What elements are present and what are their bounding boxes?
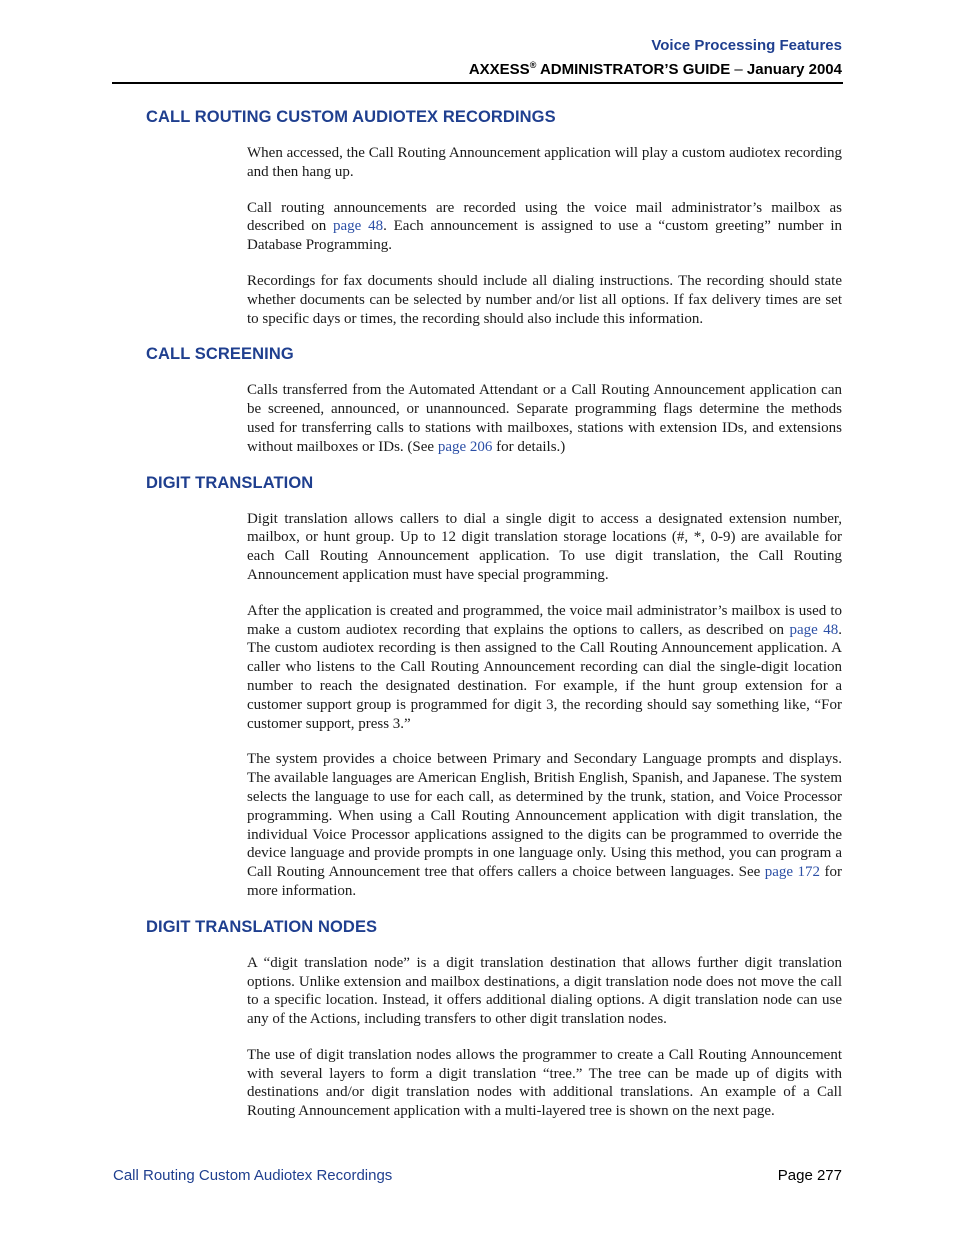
page-172-link[interactable]: page 172 bbox=[764, 864, 821, 881]
guide-title: ADMINISTRATOR’S GUIDE bbox=[536, 61, 731, 78]
registered-mark: ® bbox=[529, 60, 537, 70]
section-heading: DIGIT TRANSLATION bbox=[146, 473, 314, 492]
page-206-link[interactable]: page 206 bbox=[437, 438, 493, 455]
guide-brand: AXXESS bbox=[468, 61, 530, 78]
footer-section-name: Call Routing Custom Audiotex Recordings bbox=[113, 1167, 393, 1184]
guide-dash: – bbox=[730, 61, 747, 78]
paragraph: Recordings for fax documents should include all dialing instructions. The recording should state whether documents can be selected by number and/or list all options. If fax delivery times are set to specific days or times, the recording should also include this information. bbox=[247, 272, 842, 327]
paragraph: The use of digit translation nodes allows the programmer to create a Call Routing Announcement with several layers to form a digit translation “tree.” The tree can be made up of digits with destinations and/or digit translation nodes with additional translations. An example of a Call Routing Announcement application with a multi-layered tree is shown on the next page. bbox=[247, 1046, 842, 1120]
page-content bbox=[146, 107, 842, 1137]
paragraph: Digit translation allows callers to dial a single digit to access a designated extension number, mailbox, or hunt group. Up to 12 digit translation storage locations (#, *, 0-9) are available for each Call Routing Announcement application. To use digit translation, the Call Routing Announcement application must have special programming. bbox=[247, 510, 842, 583]
paragraph: A “digit translation node” is a digit translation destination that allows further digit translation options. Unlike extension and mailbox destinations, a digit translation node does not move the call to a specific location. Instead, it offers additional dialing options. A digit translation node can use any of the Actions, including transfers to other digit translation nodes. bbox=[247, 954, 842, 1028]
paragraph: The system provides a choice between Primary and Secondary Language prompts and displays. The available languages are American English, British English, Spanish, and Japanese. The system selects the language to use for each call, as determined by the trunk, station, and Voice Processor programming. When using a Call Routing Announcement application with digit translation, the individual Voice Processor applications assigned to the digits can be programmed to override the device language and provide prompts in one language only. Using this method, you can program a Call Routing Announcement tree that offers callers a choice between languages. See page 172 for more information. bbox=[247, 751, 842, 899]
header-rule bbox=[112, 82, 843, 84]
guide-date: January 2004 bbox=[746, 61, 842, 78]
paragraph: When accessed, the Call Routing Announcement application will play a custom audiotex recording and then hang up. bbox=[247, 145, 842, 180]
page-48-link[interactable]: page 48 bbox=[789, 621, 839, 638]
page-48-link[interactable]: page 48 bbox=[333, 218, 384, 235]
section-heading: CALL SCREENING bbox=[146, 345, 294, 364]
paragraph: After the application is created and programmed, the voice mail administrator’s mailbox is used to make a custom audiotex recording that explains the options to callers, as described on page 48. The custom audiotex recording is then assigned to the Call Routing Announcement application. A caller who listens to the Call Routing Announcement recording can dial the single-digit location number to reach the designated destination. For example, if the hunt group extension for a customer support group is programmed for digit 3, the recording should say something like, “For customer support, press 3.” bbox=[247, 602, 842, 732]
section-digit-translation bbox=[146, 473, 842, 901]
section-heading: DIGIT TRANSLATION NODES bbox=[146, 917, 378, 936]
section-call-routing-custom-audiotex bbox=[146, 107, 842, 328]
section-digit-translation-nodes bbox=[146, 917, 842, 1121]
paragraph: Calls transferred from the Automated Attendant or a Call Routing Announcement application can be screened, announced, or unannounced. Separate programming flags determine the methods used for transferring calls to stations with mailboxes, stations with extension IDs, and extensions without mailboxes or IDs. (See page 206 for details.) bbox=[247, 382, 842, 455]
section-heading: CALL ROUTING CUSTOM AUDIOTEX RECORDINGS bbox=[146, 108, 556, 126]
running-header-guide bbox=[469, 60, 842, 78]
section-call-screening bbox=[146, 344, 842, 456]
footer-page-number: Page 277 bbox=[777, 1167, 842, 1184]
running-header-section: Voice Processing Features bbox=[651, 37, 842, 54]
paragraph: Call routing announcements are recorded using the voice mail administrator’s mailbox as described on page 48. Each announcement is assigned to use a “custom greeting” number in Database Programming. bbox=[247, 199, 842, 254]
